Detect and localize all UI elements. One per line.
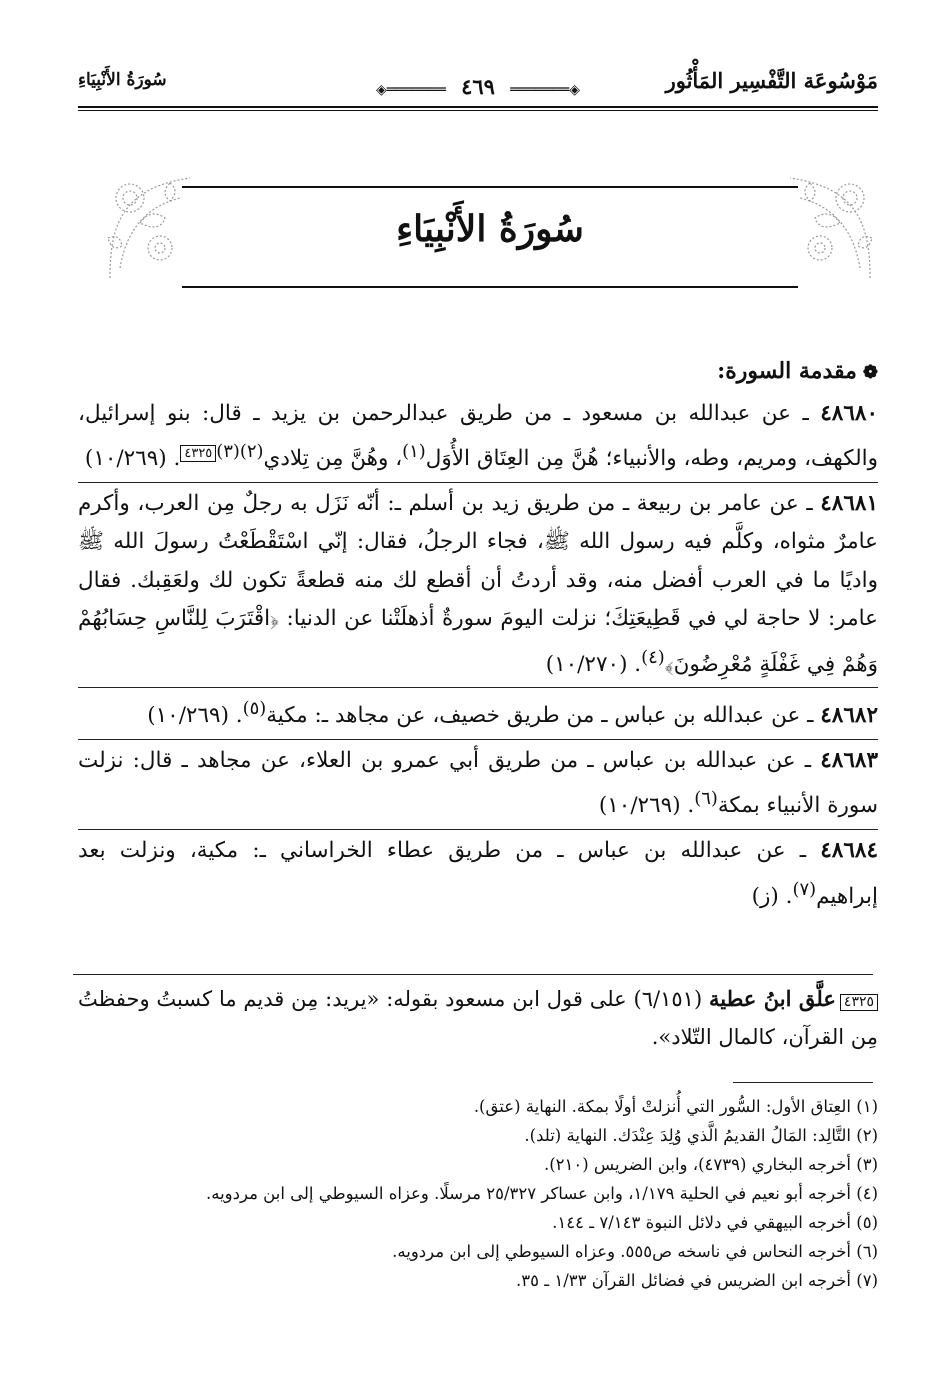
footnote-rule	[733, 1082, 873, 1083]
intro-heading-text: مقدمة السورة:	[717, 358, 857, 384]
entry-text: ، وهُنَّ مِن تِلادي	[263, 446, 403, 472]
running-header	[78, 66, 878, 114]
entry-48682	[78, 687, 878, 739]
footnote-item: (٣) أخرجه البخاري (٤٧٣٩)، وابن الضريس (٢١٠).	[543, 1155, 878, 1174]
footnote-item: (١) العِتاق الأول: السُّور التي أُنزلتْ أولًا بمكة. النهاية (عتق).	[473, 1097, 878, 1116]
commentary-ref-box: ٤٣٢٥	[180, 445, 216, 462]
entry-text: ـ عن عبدالله بن عباس ـ من طريق عطاء الخراساني ـ: مكية، ونزلت بعد إبراهيم	[78, 838, 878, 909]
commentary-rule	[73, 974, 873, 975]
commentary-number-box: ٤٣٢٥	[840, 994, 878, 1011]
entry-text: ـ عن عبدالله بن عباس ـ من طريق أبي عمرو بن العلاء، عن مجاهد ـ قال: نزلت سورة الأنبياء بمكة	[78, 747, 878, 819]
footnote-marker: (٥)	[242, 698, 267, 720]
page-number: ٤٦٩	[461, 74, 495, 99]
flower-bullet-icon: ❁	[862, 362, 878, 383]
entry-number: ٤٨٦٨١	[820, 490, 878, 516]
title-rule-bottom	[182, 286, 798, 288]
footnote-item: (٢) التَّالِد: المَالُ القديمُ الَّذي وُلِدَ عِنْدَك. النهاية (تلد).	[524, 1126, 878, 1145]
entry-48684	[78, 829, 878, 919]
footnote-marker: (٦)	[694, 788, 718, 810]
entry-text: ـ عن عبدالله بن عباس ـ من طريق خصيف، عن مجاهد ـ: مكية	[266, 703, 821, 729]
title-rule-top	[182, 186, 798, 188]
footnote-marker: (١)	[402, 441, 426, 462]
header-ornament-icon: ═══════◈	[510, 82, 581, 98]
commentary	[78, 980, 878, 1056]
volume-page-ref: . (١٠/٢٦٩)	[84, 446, 181, 472]
main-text	[78, 352, 878, 919]
volume-page-ref: . (ز)	[751, 883, 793, 909]
footnote-item: (٤) أخرجه أبو نعيم في الحلية ١/١٧٩، وابن عساكر ٢٥/٣٢٧ مرسلًا. وعزاه السيوطي إلى ابن مردويه.	[205, 1184, 878, 1203]
entry-number: ٤٨٦٨٠	[820, 400, 878, 426]
footnote-item: (٥) أخرجه البيهقي في دلائل النبوة ٧/١٤٣ ـ ١٤٤.	[552, 1213, 878, 1232]
page-number-area	[78, 74, 878, 99]
volume-page-ref: . (١٠/٢٦٩)	[147, 703, 243, 729]
footnote-marker: (٤)	[641, 646, 665, 668]
surah-title: سُورَةُ الأَنْبِيَاءِ	[396, 208, 584, 250]
header-ornament-icon: ◈═══════	[375, 82, 446, 98]
commentary-lead: علَّق ابنُ عطية	[708, 986, 836, 1011]
footnote-item: (٦) أخرجه النحاس في ناسخه ص٥٥٥. وعزاه السيوطي إلى ابن مردويه.	[392, 1242, 878, 1261]
entry-number: ٤٨٦٨٢	[820, 703, 878, 729]
entry-48680	[78, 393, 878, 482]
footnote-item: (٧) أخرجه ابن الضريس في فضائل القرآن ١/٣٣ ـ ٣٥.	[516, 1271, 878, 1290]
entry-48683	[78, 739, 878, 829]
book-title: مَوْسُوعَة التَّفْسِير المَأْثُور	[665, 68, 878, 93]
volume-page-ref: . (١٠/٢٦٩)	[598, 793, 695, 819]
commentary-text: (٦/١٥١) على قول ابن مسعود بقوله: «يريد: مِن قديم ما كسبتُ وحفظتُ مِن القرآن، كالمال التّلاد».	[78, 987, 878, 1049]
entry-text: ـ عن عامر بن ربيعة ـ من طريق زيد بن أسلم ـ: أنّه نَزَل به رجلٌ مِن العرب، وأكرم عامرٌ مثواه، وكلَّم فيه رسول الله ﷺ، فجاء الرجلُ، فقال: إنّي اسْتَقْطَعْتُ رسولَ الله ﷺ واديًا ما في العرب أفضل منه، وقد أردتُ أن أقطع لك منه قطعةً تكون لك ولعَقِبك. فقال عامر: لا حاجة لي في قَطِيعَتِكَ؛ نزلت اليومَ سورةٌ أذهلَتْنا عن الدنيا: ﴿اقْتَرَبَ لِلنَّاسِ حِسَابُهُمْ وَهُمْ فِي غَفْلَةٍ مُعْرِضُونَ﴾	[78, 490, 878, 677]
running-surah-name: سُورَةُ الأَنْبِيَاءِ	[78, 70, 167, 90]
header-rule-thin	[78, 110, 878, 111]
entry-48681	[78, 482, 878, 688]
volume-page-ref: . (١٠/٢٧٠)	[545, 651, 642, 677]
footnote-marker: (٧)	[792, 878, 817, 900]
entry-number: ٤٨٦٨٤	[820, 838, 878, 864]
entry-number: ٤٨٦٨٣	[820, 747, 878, 773]
footnotes	[78, 1092, 878, 1295]
intro-heading	[78, 352, 878, 393]
surah-title-box	[100, 168, 880, 308]
footnote-marker: (٢)(٣)	[216, 441, 264, 462]
entry-text: ـ عن عبدالله بن مسعود ـ من طريق عبدالرحمن بن يزيد ـ قال: بنو إسرائيل، والكهف، ومريم، وطه، والأنبياء؛ هُنَّ مِن العِتَاق الأُوَل	[78, 400, 878, 472]
header-rule	[78, 106, 878, 108]
